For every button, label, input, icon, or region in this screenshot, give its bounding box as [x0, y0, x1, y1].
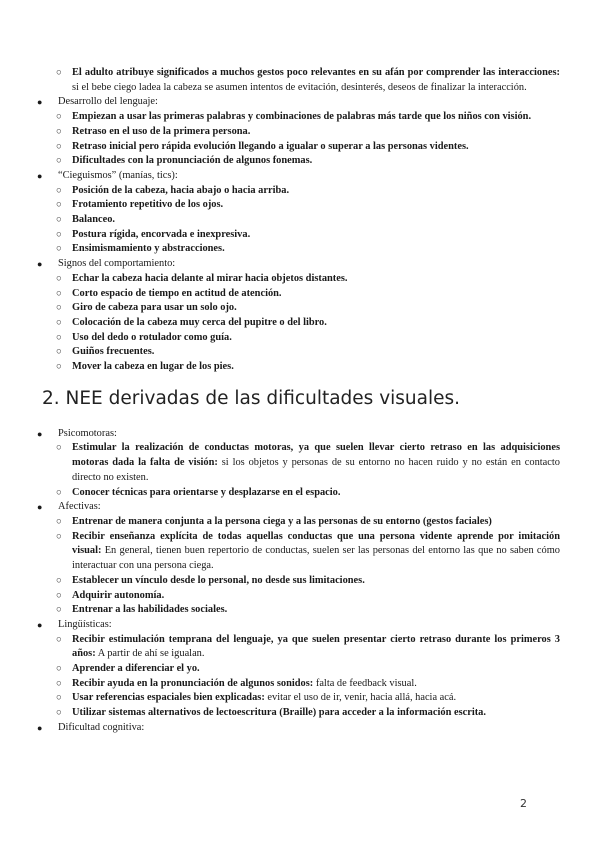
- circle-marker-icon: ○: [56, 362, 62, 373]
- item-bold-text: Usar referencias espaciales bien explicadas:: [72, 692, 265, 704]
- bullet-marker-icon: ●: [37, 619, 43, 630]
- circle-marker-icon: ○: [56, 575, 62, 586]
- item-text: [72, 515, 560, 530]
- item-bold-text: Estimular la realización de conductas motoras, ya que suelen llevar cierto retraso en las adquisiciones motoras dada la falta de visión:: [72, 442, 560, 469]
- sub-bullet-item: [0, 301, 600, 316]
- item-bold-text: Entrenar de manera conjunta a la persona ciega y a las personas de su entorno (gestos faciales): [72, 515, 492, 527]
- circle-marker-icon: ○: [56, 112, 62, 123]
- circle-marker-icon: ○: [56, 141, 62, 152]
- item-text: [72, 301, 560, 316]
- circle-marker-icon: ○: [56, 303, 62, 314]
- item-bold-text: Establecer un vínculo desde lo personal, no desde sus limitaciones.: [72, 574, 365, 586]
- item-bold-text: Frotamiento repetitivo de los ojos.: [72, 199, 224, 211]
- circle-marker-icon: ○: [56, 487, 62, 498]
- circle-marker-icon: ○: [56, 708, 62, 719]
- item-plain-text: Afectivas:: [58, 501, 101, 513]
- item-plain-text: “Cieguismos” (manías, tics):: [58, 169, 178, 181]
- item-text: [72, 486, 560, 501]
- item-bold-text: Conocer técnicas para orientarse y desplazarse en el espacio.: [72, 486, 341, 498]
- item-bold-text: Recibir enseñanza explícita de todas aquellas conductas que una persona vidente aprende por imitación visual:: [72, 530, 560, 557]
- item-text: [58, 500, 560, 515]
- bullet-item: [0, 500, 600, 515]
- item-bold-text: Corto espacio de tiempo en actitud de atención.: [72, 287, 282, 299]
- item-bold-text: El adulto atribuye significados a muchos gestos poco relevantes en su afán por comprender las interacciones:: [72, 67, 560, 78]
- item-text: [72, 530, 560, 574]
- item-bold-text: Colocación de la cabeza muy cerca del pupitre o del libro.: [72, 316, 327, 328]
- item-bold-text: Utilizar sistemas alternativos de lectoescritura (Braille) para acceder a la información escrita.: [72, 707, 486, 719]
- item-text: [72, 66, 560, 95]
- item-text: [72, 228, 560, 243]
- item-bold-text: Mover la cabeza en lugar de los pies.: [72, 361, 234, 373]
- sub-bullet-item: [0, 633, 600, 662]
- item-plain-text: Desarrollo del lenguaje:: [58, 96, 158, 108]
- item-text: [72, 589, 560, 604]
- circle-marker-icon: ○: [56, 215, 62, 226]
- bullet-item: [0, 721, 600, 736]
- sub-bullet-item: [0, 530, 600, 574]
- item-text: [72, 154, 560, 169]
- page-number: 2: [520, 797, 527, 810]
- item-bold-text: Postura rígida, encorvada e inexpresiva.: [72, 228, 251, 240]
- item-plain-text: En general, tienen buen repertorio de conductas, suelen ser las personas del entorno las que no saben cómo interactuar con una persona ciega.: [72, 545, 560, 572]
- item-text: [58, 95, 560, 110]
- bullet-marker-icon: ●: [37, 97, 43, 108]
- bullet-marker-icon: ●: [37, 170, 43, 181]
- circle-marker-icon: ○: [56, 126, 62, 137]
- item-text: [72, 706, 560, 721]
- item-plain-text: si el bebe ciego ladea la cabeza se asumen intentos de evitación, desinterés, deseos de finalizar la interacción.: [72, 81, 527, 93]
- bullet-item: [0, 95, 600, 110]
- circle-marker-icon: ○: [56, 156, 62, 167]
- sub-bullet-item: [0, 140, 600, 155]
- item-text: [72, 441, 560, 485]
- circle-marker-icon: ○: [56, 605, 62, 616]
- item-text: [72, 574, 560, 589]
- item-bold-text: Retraso inicial pero rápida evolución llegando a igualar o superar a las personas videntes.: [72, 140, 469, 152]
- circle-marker-icon: ○: [56, 68, 62, 78]
- circle-marker-icon: ○: [56, 317, 62, 328]
- item-bold-text: Dificultades con la pronunciación de algunos fonemas.: [72, 155, 313, 167]
- sub-bullet-item: [0, 316, 600, 331]
- circle-marker-icon: ○: [56, 516, 62, 527]
- item-bold-text: Recibir ayuda en la pronunciación de algunos sonidos:: [72, 677, 314, 689]
- item-bold-text: Posición de la cabeza, hacia abajo o hacia arriba.: [72, 184, 290, 196]
- sub-bullet-item: [0, 287, 600, 302]
- circle-marker-icon: ○: [56, 244, 62, 255]
- sub-bullet-item: [0, 706, 600, 721]
- sub-bullet-item: [0, 184, 600, 199]
- bullet-item: [0, 618, 600, 633]
- item-bold-text: Recibir estimulación temprana del lenguaje, ya que suelen presentar cierto retraso durante los primeros 3 años:: [72, 633, 560, 660]
- sub-bullet-item: [0, 662, 600, 677]
- bullet-marker-icon: ●: [37, 259, 43, 270]
- item-bold-text: Adquirir autonomía.: [72, 589, 165, 601]
- circle-marker-icon: ○: [56, 185, 62, 196]
- item-text: [72, 662, 560, 677]
- sub-bullet-item: [0, 589, 600, 604]
- sub-bullet-item: [0, 110, 600, 125]
- sub-bullet-item: [0, 125, 600, 140]
- item-bold-text: Echar la cabeza hacia delante al mirar hacia objetos distantes.: [72, 272, 348, 284]
- circle-marker-icon: ○: [56, 229, 62, 240]
- item-text: [72, 184, 560, 199]
- circle-marker-icon: ○: [56, 634, 62, 645]
- item-plain-text: evitar el uso de ir, venir, hacia allá, hacia acá.: [264, 692, 457, 704]
- item-text: [72, 691, 560, 706]
- item-text: [72, 316, 560, 331]
- circle-marker-icon: ○: [56, 273, 62, 284]
- sub-bullet-item: [0, 515, 600, 530]
- item-text: [72, 242, 560, 257]
- item-text: [72, 198, 560, 213]
- bullet-item: [0, 257, 600, 272]
- item-text: [72, 633, 560, 662]
- circle-marker-icon: ○: [56, 347, 62, 358]
- item-bold-text: Uso del dedo o rotulador como guía.: [72, 331, 232, 343]
- item-text: [58, 618, 560, 633]
- sub-bullet-item: [0, 360, 600, 375]
- sub-bullet-item: [0, 154, 600, 169]
- item-text: [58, 257, 560, 272]
- item-bold-text: Retraso en el uso de la primera persona.: [72, 125, 251, 137]
- bullet-item: [0, 169, 600, 184]
- item-text: [58, 721, 560, 736]
- circle-marker-icon: ○: [56, 590, 62, 601]
- item-bold-text: Giro de cabeza para usar un solo ojo.: [72, 302, 237, 314]
- item-text: [72, 213, 560, 228]
- circle-marker-icon: ○: [56, 443, 62, 454]
- item-plain-text: Dificultad cognitiva:: [58, 721, 145, 733]
- item-text: [72, 677, 560, 692]
- bullet-marker-icon: ●: [37, 722, 43, 733]
- item-plain-text: Signos del comportamiento:: [58, 258, 176, 270]
- item-text: [58, 427, 560, 442]
- item-bold-text: Ensimismamiento y abstracciones.: [72, 243, 225, 255]
- document-body: [0, 66, 600, 736]
- circle-marker-icon: ○: [56, 288, 62, 299]
- item-text: [72, 287, 560, 302]
- item-text: [72, 360, 560, 375]
- item-bold-text: Balanceo.: [72, 214, 116, 226]
- circle-marker-icon: ○: [56, 200, 62, 211]
- item-text: [72, 331, 560, 346]
- item-text: [72, 125, 560, 140]
- item-plain-text: A partir de ahí se igualan.: [95, 648, 205, 660]
- sub-bullet-item: [0, 574, 600, 589]
- bullet-marker-icon: ●: [37, 502, 43, 513]
- sub-bullet-item: [0, 242, 600, 257]
- bullet-item: [0, 427, 600, 442]
- item-text: [58, 169, 560, 184]
- circle-marker-icon: ○: [56, 678, 62, 689]
- item-bold-text: Empiezan a usar las primeras palabras y combinaciones de palabras más tarde que los niños con visión.: [72, 111, 532, 123]
- item-bold-text: Guiños frecuentes.: [72, 346, 155, 358]
- sub-bullet-item: [0, 486, 600, 501]
- sub-bullet-item: [0, 198, 600, 213]
- sub-bullet-item: [0, 603, 600, 618]
- sub-bullet-item: [0, 441, 600, 485]
- circle-marker-icon: ○: [56, 693, 62, 704]
- circle-marker-icon: ○: [56, 664, 62, 675]
- sub-bullet-item: [0, 331, 600, 346]
- item-plain-text: falta de feedback visual.: [313, 677, 417, 689]
- circle-marker-icon: ○: [56, 332, 62, 343]
- sub-bullet-item: [0, 691, 600, 706]
- item-plain-text: Lingüísticas:: [58, 618, 112, 630]
- item-text: [72, 345, 560, 360]
- sub-bullet-item: [0, 228, 600, 243]
- section-heading: 2. NEE derivadas de las dificultades visuales.: [42, 387, 461, 409]
- item-plain-text: si los objetos y personas de su entorno no hacen ruido y no están en contacto directo no existen.: [72, 457, 560, 483]
- item-bold-text: Aprender a diferenciar el yo.: [72, 663, 200, 675]
- item-plain-text: Psicomotoras:: [58, 427, 117, 439]
- item-text: [72, 603, 560, 618]
- item-text: [72, 140, 560, 155]
- item-text: [72, 272, 560, 287]
- sub-bullet-item: [0, 66, 600, 95]
- bullet-marker-icon: ●: [37, 428, 43, 439]
- sub-bullet-item: [0, 345, 600, 360]
- sub-bullet-item: [0, 677, 600, 692]
- sub-bullet-item: [0, 272, 600, 287]
- item-text: [72, 110, 560, 125]
- circle-marker-icon: ○: [56, 531, 62, 542]
- sub-bullet-item: [0, 213, 600, 228]
- item-bold-text: Entrenar a las habilidades sociales.: [72, 604, 228, 616]
